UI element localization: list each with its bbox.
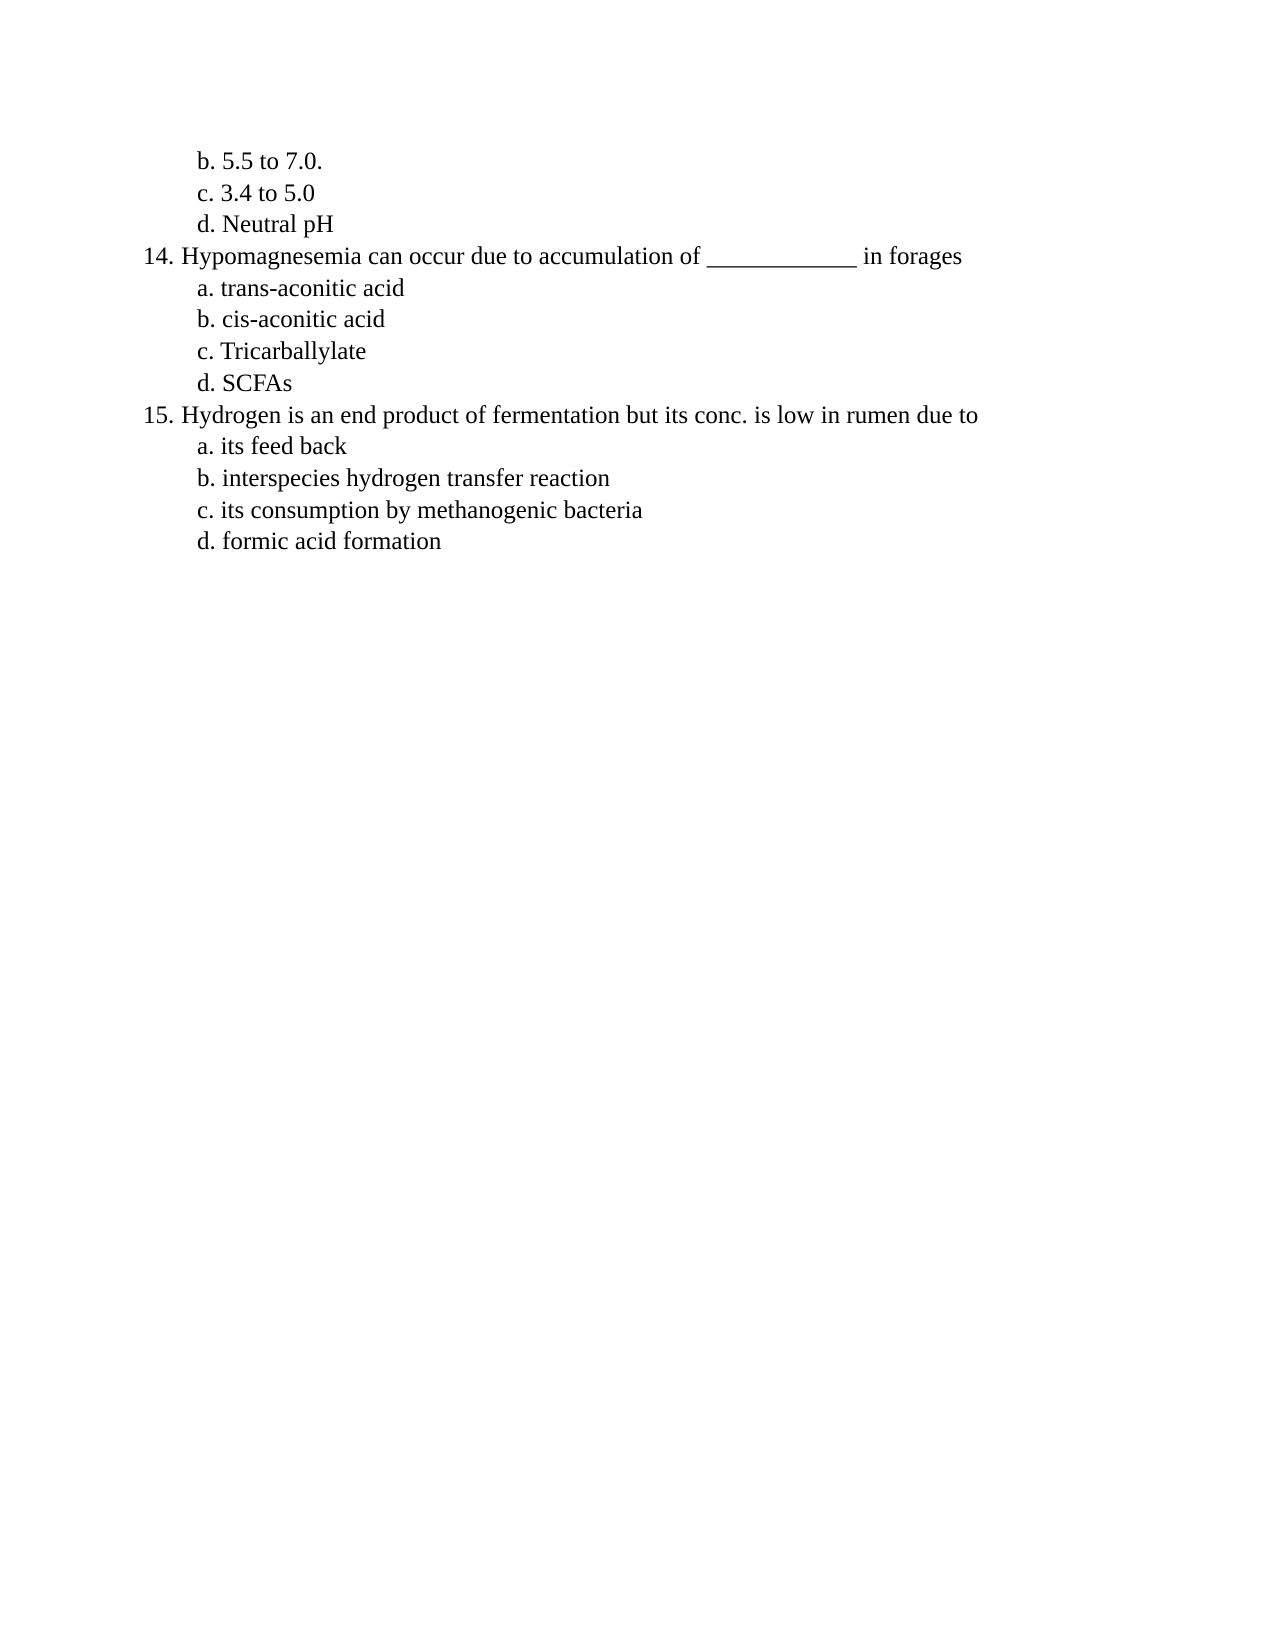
question-15-option-c: c. its consumption by methanogenic bacteria — [197, 496, 643, 524]
question-15-option-a: a. its feed back — [197, 433, 347, 461]
question-14-line — [143, 241, 1133, 273]
question-15-line — [143, 400, 1133, 432]
quiz-content — [143, 146, 1133, 558]
question-14-option-b: b. cis-aconitic acid — [197, 306, 386, 334]
question-14-option-c: c. Tricarballylate — [197, 338, 367, 366]
question-14-option-d: d. SCFAs — [197, 369, 293, 397]
carryover-option-d: d. Neutral pH — [197, 211, 334, 239]
question-14-option-a: a. trans-aconitic acid — [197, 274, 405, 302]
question-15-option-b: b. interspecies hydrogen transfer reaction — [197, 464, 611, 492]
question-15-option-d: d. formic acid formation — [197, 528, 442, 556]
question-14-number: 14. — [143, 243, 175, 271]
question-15-text: Hydrogen is an end product of fermentation but its conc. is low in rumen due to — [181, 401, 979, 429]
carryover-option-b: b. 5.5 to 7.0. — [197, 148, 323, 175]
carryover-option-c: c. 3.4 to 5.0 — [197, 179, 316, 207]
question-15-number: 15. — [143, 401, 175, 429]
question-14-text: Hypomagnesemia can occur due to accumulation of ____________ in forages — [181, 243, 963, 271]
